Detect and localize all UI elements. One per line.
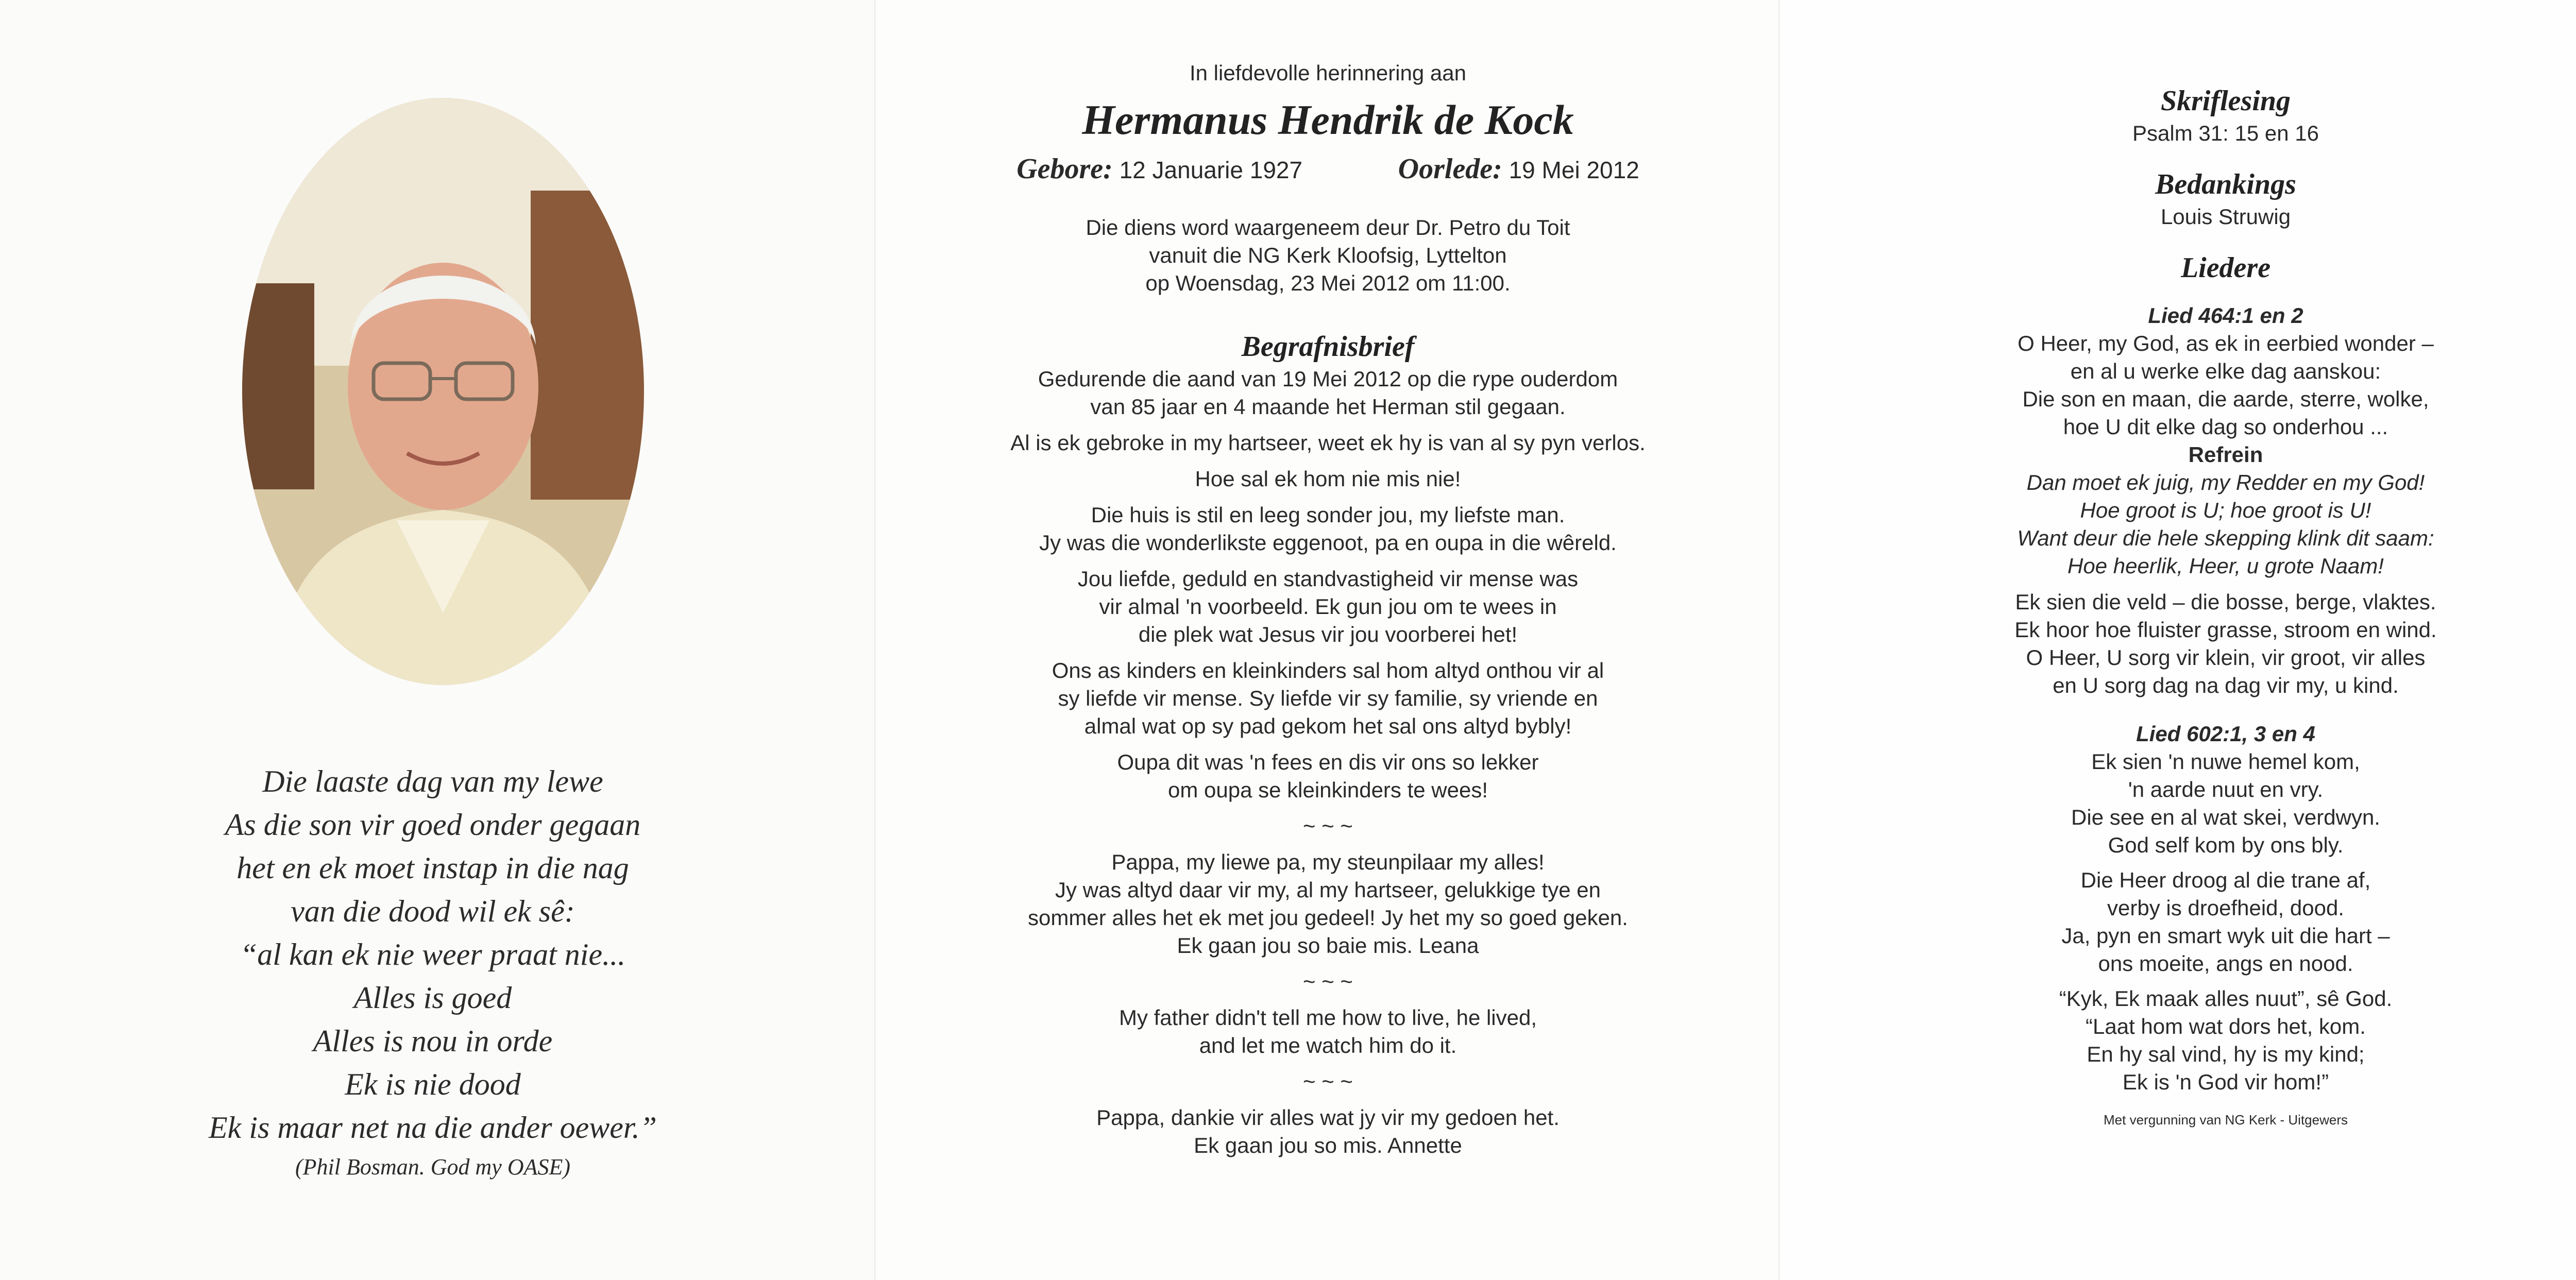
verse-line: hoe U dit elke dag so onderhou ... — [2063, 415, 2388, 439]
letter-paragraph — [927, 1104, 1728, 1159]
service-order — [1821, 82, 2576, 1130]
letter-paragraph — [927, 657, 1728, 740]
verse-line: verby is droefheid, dood. — [2107, 896, 2344, 920]
letter-line: Jy was die wonderlikste eggenoot, pa en oupa in die wêreld. — [1039, 531, 1617, 555]
letter-paragraph — [927, 968, 1728, 996]
letter-line: sy liefde vir mense. Sy liefde vir sy familie, sy vriende en — [1058, 686, 1598, 710]
poem — [165, 760, 701, 1185]
letter-paragraph — [927, 1004, 1728, 1060]
letter-line: Oupa dit was 'n fees en dis vir ons so lekker — [1117, 750, 1539, 774]
verse-line: Ek hoor hoe fluister grasse, stroom en wind. — [2014, 618, 2437, 642]
verse-line: Die Heer droog al die trane af, — [2080, 868, 2371, 892]
verse-line: 'n aarde nuut en vry. — [2128, 777, 2324, 801]
memorial-header — [927, 59, 1728, 1168]
letter-line: Ons as kinders en kleinkinders sal hom altyd onthou vir al — [1052, 658, 1604, 682]
letter-paragraph — [927, 812, 1728, 840]
poem-attribution: (Phil Bosman. God my OASE) — [295, 1154, 570, 1180]
dates-line — [927, 151, 1728, 188]
letter-line: Hoe sal ek hom nie mis nie! — [1195, 467, 1461, 491]
letter-line: Pappa, my liewe pa, my steunpilaar my alles! — [1111, 850, 1545, 874]
verse-line: God self kom by ons bly. — [2108, 833, 2344, 857]
funeral-letter — [927, 365, 1728, 1159]
service-line: Die diens word waargeneem deur Dr. Petro du Toit — [1086, 215, 1570, 240]
letter-line: ~ ~ ~ — [1303, 969, 1353, 994]
verse-line: ons moeite, angs en nood. — [2098, 951, 2353, 976]
letter-line: Die huis is stil en leeg sonder jou, my liefste man. — [1091, 503, 1565, 527]
letter-heading: Begrafnisbrief — [1241, 331, 1415, 363]
refrain-title: Refrein — [2188, 442, 2263, 467]
song2-title: Lied 602:1, 3 en 4 — [2136, 722, 2315, 746]
letter-line: and let me watch him do it. — [1199, 1033, 1457, 1057]
deceased-name: Hermanus Hendrik de Kock — [1082, 96, 1574, 143]
verse-line: O Heer, my God, as ek in eerbied wonder – — [2018, 331, 2434, 355]
song1-verse2 — [1821, 588, 2576, 699]
verse-line: en U sorg dag na dag vir my, u kind. — [2053, 673, 2399, 697]
letter-line: almal wat op sy pad gekom het sal ons altyd bybly! — [1084, 714, 1572, 738]
letter-line: vir almal 'n voorbeeld. Ek gun jou om te wees in — [1099, 594, 1557, 619]
verse-line: “Kyk, Ek maak alles nuut”, sê God. — [2059, 986, 2393, 1011]
verse-line: Die son en maan, die aarde, sterre, wolke, — [2022, 387, 2429, 411]
letter-line: van 85 jaar en 4 maande het Herman stil gegaan. — [1090, 395, 1566, 419]
poem-line: Ek is maar net na die ander oewer.” — [209, 1111, 657, 1145]
refrain-line: Hoe heerlik, Heer, u grote Naam! — [2067, 554, 2384, 578]
poem-line: Alles is goed — [353, 981, 512, 1015]
panel-service-order — [1780, 0, 2576, 1280]
verse-line: Die see en al wat skei, verdwyn. — [2071, 805, 2380, 829]
letter-line: ~ ~ ~ — [1303, 814, 1353, 838]
letter-paragraph — [927, 465, 1728, 493]
letter-line: ~ ~ ~ — [1303, 1069, 1353, 1094]
song1-verse — [1821, 330, 2576, 441]
portrait-photo — [242, 98, 644, 685]
service-details — [927, 214, 1728, 297]
letter-line: Ek gaan jou so mis. Annette — [1194, 1133, 1462, 1157]
letter-line: sommer alles het ek met jou gedeel! Jy het my so goed geken. — [1028, 906, 1628, 930]
letter-paragraph — [927, 565, 1728, 648]
letter-paragraph — [927, 365, 1728, 421]
born-date: 12 Januarie 1927 — [1119, 157, 1303, 183]
panel-memorial-letter — [876, 0, 1780, 1280]
service-line: op Woensdag, 23 Mei 2012 om 11:00. — [1145, 271, 1511, 295]
thanks-text: Louis Struwig — [2160, 204, 2291, 229]
letter-line: Pappa, dankie vir alles wat jy vir my gedoen het. — [1096, 1105, 1560, 1130]
reading-heading: Skriflesing — [2160, 85, 2291, 117]
letter-line: My father didn't tell me how to live, he lived, — [1118, 1005, 1537, 1030]
letter-line: die plek wat Jesus vir jou voorberei het! — [1138, 622, 1518, 646]
service-line: vanuit die NG Kerk Kloofsig, Lyttelton — [1149, 243, 1507, 267]
letter-line: Al is ek gebroke in my hartseer, weet ek hy is van al sy pyn verlos. — [1010, 431, 1646, 455]
verse-line: en al u werke elke dag aanskou: — [2070, 359, 2381, 383]
poem-line: Ek is nie dood — [345, 1067, 521, 1101]
refrain-line: Want deur die hele skepping klink dit saam: — [2017, 526, 2434, 550]
refrain-line: Hoe groot is U; hoe groot is U! — [2080, 498, 2371, 522]
verse-line: Ek sien 'n nuwe hemel kom, — [2091, 749, 2360, 774]
verse-line: “Laat hom wat dors het, kom. — [2086, 1014, 2366, 1038]
letter-paragraph — [927, 429, 1728, 457]
intro-text: In liefdevolle herinnering aan — [1189, 61, 1467, 85]
letter-line: om oupa se kleinkinders te wees! — [1168, 778, 1488, 802]
died-label: Oorlede: — [1398, 153, 1502, 185]
verse-line: Ek sien die veld – die bosse, berge, vlaktes. — [2015, 590, 2436, 614]
verse-line: Ek is 'n God vir hom!” — [2122, 1070, 2329, 1094]
song2-verse — [1821, 985, 2576, 1096]
letter-paragraph — [927, 848, 1728, 960]
reading-text: Psalm 31: 15 en 16 — [2132, 121, 2319, 145]
thanks-heading: Bedankings — [2155, 168, 2296, 200]
poem-line: Die laaste dag van my lewe — [262, 764, 603, 798]
song2-verse — [1821, 866, 2576, 978]
born-label: Gebore: — [1016, 153, 1113, 185]
poem-line: Alles is nou in orde — [313, 1024, 553, 1058]
died-date: 19 Mei 2012 — [1509, 157, 1639, 183]
panel-photo-poem — [0, 0, 876, 1280]
refrain — [1821, 469, 2576, 580]
verse-line: O Heer, U sorg vir klein, vir groot, vir alles — [2026, 645, 2426, 670]
letter-line: Ek gaan jou so baie mis. Leana — [1177, 933, 1479, 958]
poem-line: van die dood wil ek sê: — [291, 894, 575, 928]
copyright-credit: Met vergunning van NG Kerk - Uitgewers — [2104, 1112, 2348, 1128]
poem-line: “al kan ek nie weer praat nie... — [240, 937, 626, 971]
letter-paragraph — [927, 1068, 1728, 1096]
letter-paragraph — [927, 748, 1728, 804]
poem-line: As die son vir goed onder gegaan — [225, 808, 641, 842]
song2-verse — [1821, 748, 2576, 859]
verse-line: Ja, pyn en smart wyk uit die hart – — [2061, 924, 2390, 948]
letter-line: Jy was altyd daar vir my, al my hartseer, gelukkige tye en — [1055, 878, 1601, 902]
refrain-line: Dan moet ek juig, my Redder en my God! — [2026, 470, 2425, 494]
letter-line: Gedurende die aand van 19 Mei 2012 op die rype ouderdom — [1038, 367, 1618, 391]
verse-line: En hy sal vind, hy is my kind; — [2087, 1042, 2365, 1066]
letter-paragraph — [927, 501, 1728, 557]
songs-heading: Liedere — [2180, 252, 2271, 284]
letter-line: Jou liefde, geduld en standvastigheid vir mense was — [1077, 567, 1579, 591]
poem-line: het en ek moet instap in die nag — [236, 851, 629, 885]
song1-title: Lied 464:1 en 2 — [2148, 303, 2303, 328]
